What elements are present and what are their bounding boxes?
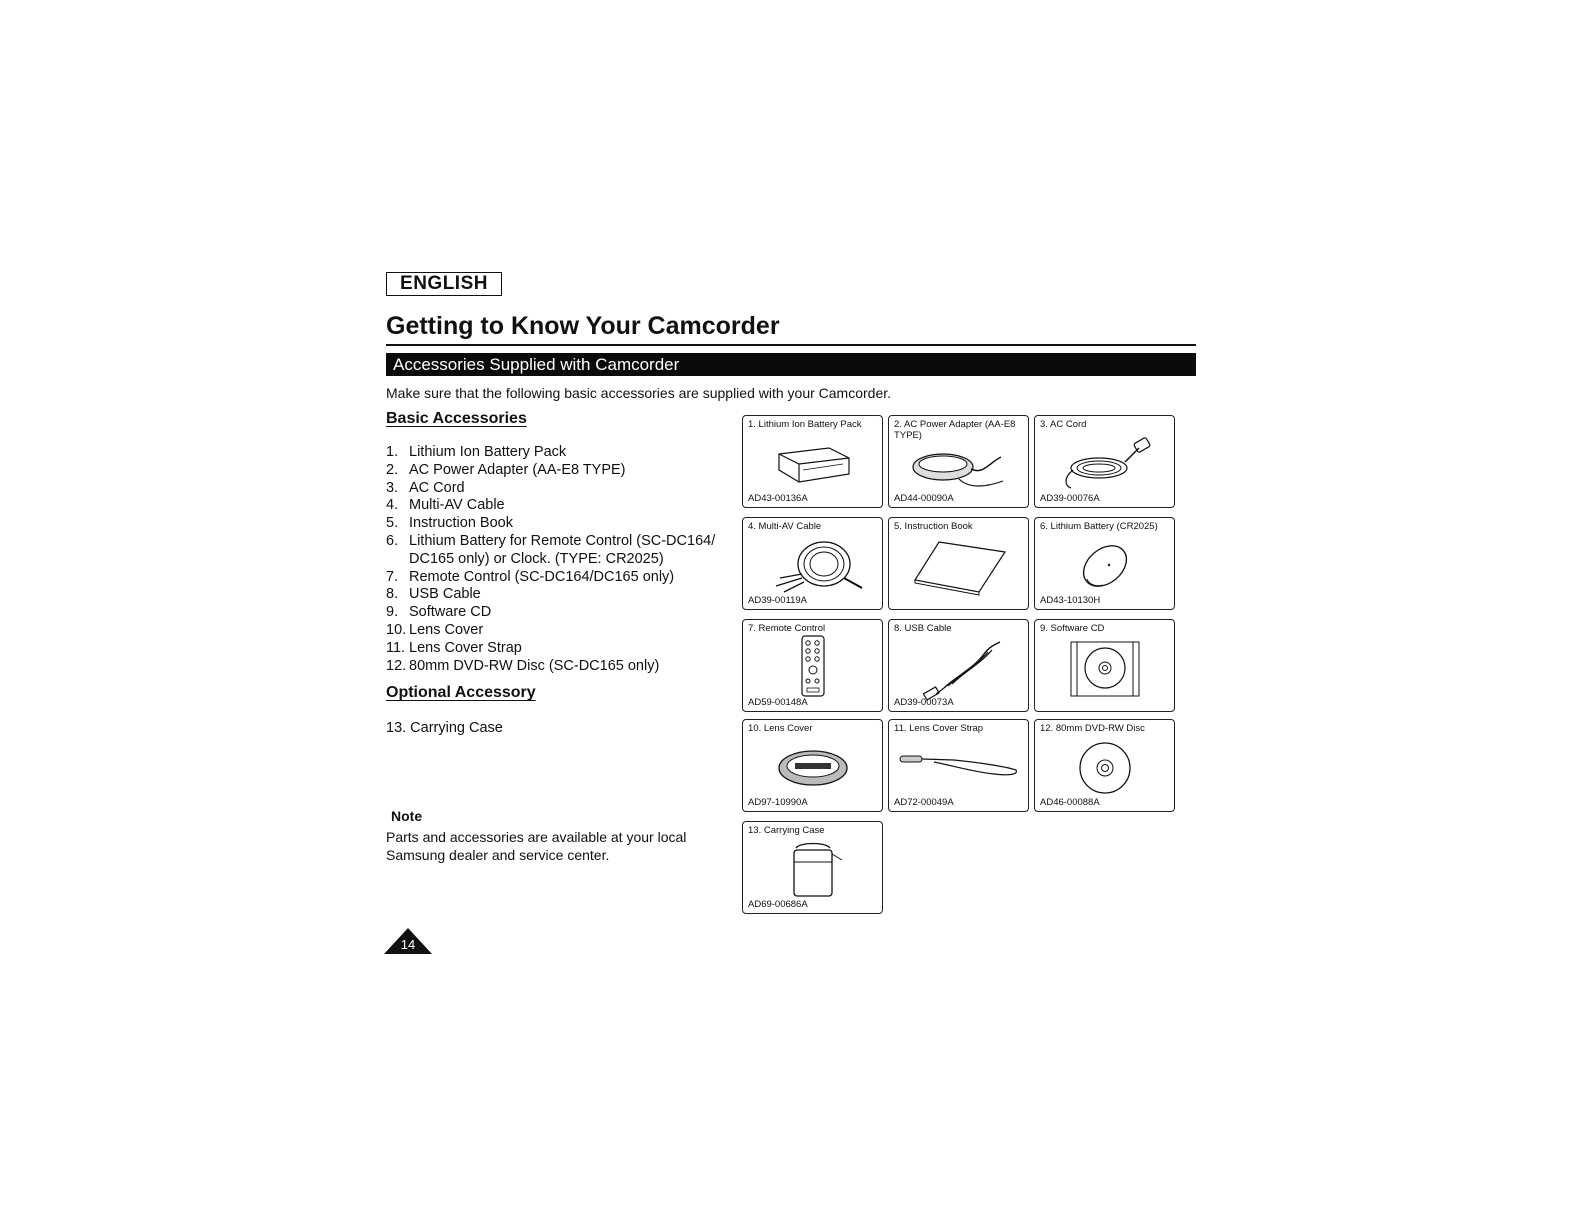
accessory-card [888, 517, 1029, 610]
accessory-card [742, 415, 883, 508]
accessory-card [742, 821, 883, 914]
item-text: Lithium Battery for Remote Control (SC-DC164/ DC165 only) or Clock. (TYPE: CR2025) [409, 532, 716, 567]
accessory-card [742, 719, 883, 812]
accessory-card [1034, 415, 1175, 508]
card-code: AD46-00088A [1040, 797, 1100, 808]
card-label: 7. Remote Control [748, 623, 826, 634]
item-text: Instruction Book [409, 515, 513, 532]
page-number-badge [384, 928, 432, 954]
card-label: 2. AC Power Adapter (AA-E8 TYPE) [894, 419, 1016, 441]
list-item [386, 622, 726, 640]
card-label: 1. Lithium Ion Battery Pack [748, 419, 862, 430]
power-adapter-icon [909, 449, 1009, 491]
list-item [386, 569, 726, 587]
card-code: AD39-00073A [894, 697, 954, 708]
item-number: 10. [386, 621, 407, 638]
battery-pack-icon [773, 442, 853, 486]
list-item [386, 515, 726, 533]
basic-accessories-heading: Basic Accessories [386, 410, 527, 427]
lens-cover-icon [773, 746, 853, 790]
intro-text: Make sure that the following basic accessories are supplied with your Camcorder. [386, 385, 892, 401]
ac-cord-icon [1055, 438, 1155, 490]
card-code: AD69-00686A [748, 899, 808, 910]
usb-cable-icon [914, 638, 1004, 698]
list-item [386, 586, 726, 604]
list-item [386, 480, 726, 498]
language-label: ENGLISH [386, 272, 502, 296]
item-number: 4. [386, 497, 399, 514]
item-text: AC Cord [409, 479, 465, 496]
accessory-card [742, 619, 883, 712]
card-label: 11. Lens Cover Strap [894, 723, 984, 734]
accessory-card [888, 719, 1029, 812]
list-item [386, 462, 726, 480]
card-label: 9. Software CD [1040, 623, 1105, 634]
av-cable-icon [758, 536, 868, 596]
accessory-card [742, 517, 883, 610]
card-label: 6. Lithium Battery (CR2025) [1040, 521, 1158, 532]
item-number: 6. [386, 532, 399, 549]
card-label: 13. Carrying Case [748, 825, 825, 836]
accessory-card [1034, 619, 1175, 712]
card-label: 10. Lens Cover [748, 723, 813, 734]
list-item [386, 497, 726, 515]
section-title: Accessories Supplied with Camcorder [386, 353, 1196, 376]
card-code: AD39-00119A [748, 595, 807, 606]
card-label: 8. USB Cable [894, 623, 952, 634]
item-number: 8. [386, 586, 399, 603]
accessory-card [888, 619, 1029, 712]
card-label: 4. Multi-AV Cable [748, 521, 822, 532]
card-label: 5. Instruction Book [894, 521, 973, 532]
item-number: 5. [386, 515, 399, 532]
item-text: Remote Control (SC-DC164/DC165 only) [409, 568, 675, 585]
item-number: 1. [386, 444, 399, 460]
item-number: 3. [386, 479, 399, 496]
card-code: AD39-00076A [1040, 493, 1100, 504]
item-text: 80mm DVD-RW Disc (SC-DC165 only) [409, 657, 660, 674]
optional-accessory-item: 13. Carrying Case [386, 720, 503, 736]
item-number: 2. [386, 461, 399, 478]
list-item [386, 658, 726, 676]
card-label: 12. 80mm DVD-RW Disc [1040, 723, 1145, 734]
list-item [386, 640, 726, 658]
software-cd-icon [1067, 638, 1143, 698]
item-text: Multi-AV Cable [409, 497, 505, 514]
card-code: AD72-00049A [894, 797, 954, 808]
page-number: 14 [400, 937, 416, 952]
list-item [386, 604, 726, 622]
note-text: Parts and accessories are available at your local Samsung dealer and service center. [386, 829, 687, 863]
card-label: 3. AC Cord [1040, 419, 1087, 430]
coin-battery-icon [1075, 541, 1135, 591]
item-text: Software CD [409, 604, 492, 621]
item-text: AC Power Adapter (AA-E8 TYPE) [409, 461, 626, 478]
title-divider [386, 344, 1196, 346]
card-code: AD59-00148A [748, 697, 808, 708]
item-number: 11. [386, 639, 406, 656]
item-number: 7. [386, 568, 399, 585]
item-number: 9. [386, 604, 399, 621]
strap-icon [894, 748, 1024, 788]
item-number: 12. [386, 657, 407, 674]
remote-control-icon [798, 634, 828, 698]
optional-accessory-heading: Optional Accessory [386, 684, 536, 701]
item-text: Lithium Ion Battery Pack [409, 444, 567, 460]
basic-accessories-list [386, 444, 726, 675]
accessory-card [1034, 719, 1175, 812]
page-title: Getting to Know Your Camcorder [386, 312, 780, 340]
item-text: USB Cable [409, 586, 481, 603]
card-code: AD43-10130H [1040, 595, 1101, 606]
card-code: AD97-10990A [748, 797, 808, 808]
item-text: Lens Cover [409, 621, 484, 638]
carrying-case-icon [778, 840, 848, 900]
book-icon [909, 538, 1009, 594]
item-text: Lens Cover Strap [409, 639, 522, 656]
card-code: AD44-00090A [894, 493, 954, 504]
list-item [386, 533, 726, 569]
list-item [386, 444, 726, 462]
dvd-disc-icon [1075, 740, 1135, 796]
note-label: Note [391, 808, 423, 824]
accessory-card [1034, 517, 1175, 610]
card-code: AD43-00136A [748, 493, 808, 504]
accessory-card [888, 415, 1029, 508]
